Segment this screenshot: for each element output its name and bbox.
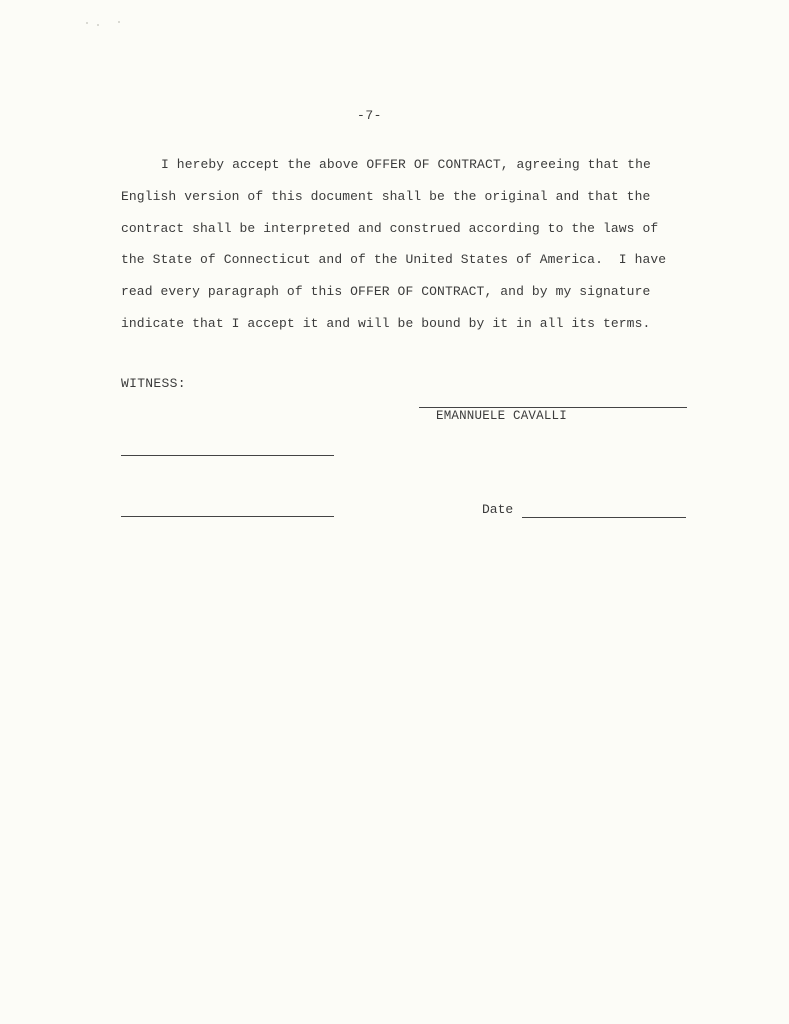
- paragraph-line: read every paragraph of this OFFER OF CONTRACT, and by my signature: [121, 284, 651, 300]
- paragraph-line: indicate that I accept it and will be bound by it in all its terms.: [121, 315, 651, 331]
- paper-speck: [86, 22, 88, 24]
- witness-signature-line-1: [121, 455, 334, 456]
- paragraph-line: English version of this document shall be the original and that the: [121, 188, 651, 204]
- paragraph-line: the State of Connecticut and of the United States of America. I have: [121, 252, 667, 268]
- signature-line: [419, 407, 687, 408]
- paragraph-line: I hereby accept the above OFFER OF CONTRACT, agreeing that the: [161, 157, 651, 172]
- witness-signature-line-2: [121, 516, 334, 517]
- paragraph-line: contract shall be interpreted and construed according to the laws of: [121, 220, 659, 236]
- paper-speck: [118, 21, 120, 23]
- signer-name: EMANNUELE CAVALLI: [436, 409, 567, 423]
- paper-speck: [97, 24, 99, 26]
- date-line: [522, 517, 686, 518]
- date-label: Date: [482, 502, 514, 517]
- acceptance-paragraph: [121, 153, 681, 344]
- witness-label: WITNESS:: [121, 376, 186, 391]
- page-number: -7-: [357, 108, 382, 123]
